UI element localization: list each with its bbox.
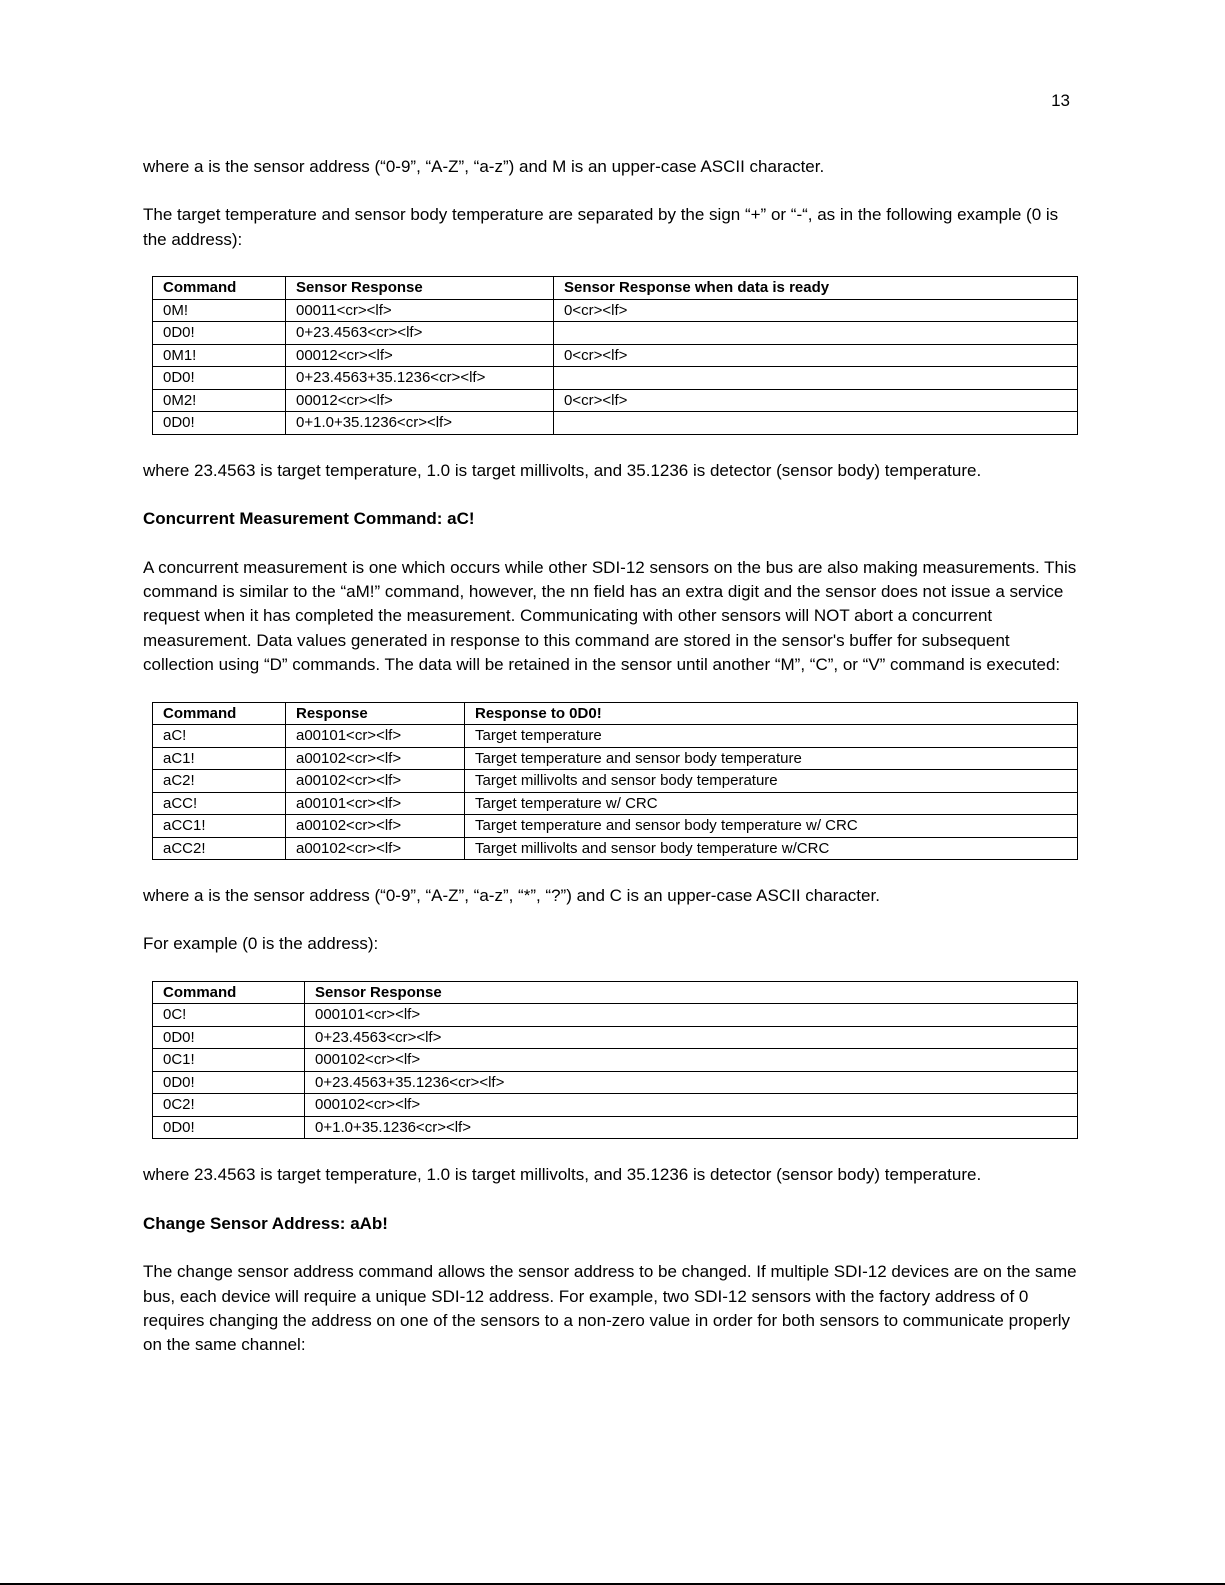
table-row: [153, 1026, 1078, 1049]
table-row: [153, 747, 1078, 770]
table-cell: a00101<cr><lf>: [286, 792, 465, 815]
table-cell: Target temperature: [465, 725, 1078, 748]
table-row: [153, 725, 1078, 748]
table-cell: 0M2!: [153, 389, 286, 412]
value-explanation-paragraph: where 23.4563 is target temperature, 1.0 is target millivolts, and 35.1236 is detector (sensor body) temperature.: [143, 460, 982, 480]
table-cell: 0+23.4563<cr><lf>: [305, 1026, 1078, 1049]
separator-note-paragraph: The target temperature and sensor body temperature are separated by the sign “+” or “-“, as in the following example (0 is the address):: [143, 205, 1059, 249]
table-cell: aCC1!: [153, 815, 286, 838]
table-row: [153, 837, 1078, 860]
page-number: 13: [1051, 91, 1070, 110]
table-cell: [554, 412, 1078, 435]
table-header-cell: Sensor Response when data is ready: [554, 277, 1078, 300]
change-address-heading: Change Sensor Address: aAb!: [143, 1213, 388, 1233]
table-cell: [554, 367, 1078, 390]
table-cell: a00102<cr><lf>: [286, 747, 465, 770]
table-cell: 0<cr><lf>: [554, 344, 1078, 367]
table-cell: Target temperature and sensor body temperature w/ CRC: [465, 815, 1078, 838]
table-header-cell: Response: [286, 702, 465, 725]
table-header-row: [153, 702, 1078, 725]
page-content: [143, 155, 1079, 1358]
value-explanation-paragraph: where 23.4563 is target temperature, 1.0 is target millivolts, and 35.1236 is detector (sensor body) temperature.: [143, 1165, 982, 1185]
table-cell: aC1!: [153, 747, 286, 770]
table-row: [153, 322, 1078, 345]
table-cell: 0M1!: [153, 344, 286, 367]
concurrent-example-table: [152, 981, 1078, 1140]
table-cell: aCC2!: [153, 837, 286, 860]
table-row: [153, 1094, 1078, 1117]
table-row: [153, 1071, 1078, 1094]
table-header-cell: Sensor Response: [305, 981, 1078, 1004]
table-row: [153, 367, 1078, 390]
table-cell: 00012<cr><lf>: [286, 389, 554, 412]
table-cell: 0<cr><lf>: [554, 389, 1078, 412]
table-row: [153, 792, 1078, 815]
table-cell: Target millivolts and sensor body temperature w/CRC: [465, 837, 1078, 860]
table-cell: 0D0!: [153, 1071, 305, 1094]
table-cell: 0D0!: [153, 1026, 305, 1049]
table-header-cell: Command: [153, 702, 286, 725]
table-cell: 0+23.4563+35.1236<cr><lf>: [286, 367, 554, 390]
table-cell: 00011<cr><lf>: [286, 299, 554, 322]
address-note-paragraph: where a is the sensor address (“0-9”, “A-Z”, “a-z”, “*”, “?”) and C is an upper-case ASCII character.: [143, 886, 880, 906]
table-cell: [554, 322, 1078, 345]
table-cell: a00102<cr><lf>: [286, 815, 465, 838]
table-header-row: [153, 277, 1078, 300]
table-header-row: [153, 981, 1078, 1004]
table-cell: 0C1!: [153, 1049, 305, 1072]
table-cell: 0+1.0+35.1236<cr><lf>: [305, 1116, 1078, 1139]
table-row: [153, 1004, 1078, 1027]
concurrent-measurement-paragraph: A concurrent measurement is one which occurs while other SDI-12 sensors on the bus are also making measurements. This command is similar to the “aM!” command, however, the nn field has an extra digit and the sensor does not issue a service request when it has completed the measurement. Communicating with other sensors will NOT abort a concurrent measurement. Data values generated in response to this command are stored in the sensor's buffer for subsequent collection using “D” commands. The data will be retained in the sensor until another “M”, “C”, or “V” command is executed:: [143, 557, 1077, 675]
table-row: [153, 299, 1078, 322]
address-note-paragraph: where a is the sensor address (“0-9”, “A-Z”, “a-z”) and M is an upper-case ASCII character.: [143, 157, 825, 176]
table-cell: 00012<cr><lf>: [286, 344, 554, 367]
table-row: [153, 389, 1078, 412]
concurrent-measurement-heading: Concurrent Measurement Command: aC!: [143, 509, 475, 529]
table-row: [153, 344, 1078, 367]
table-cell: 0+1.0+35.1236<cr><lf>: [286, 412, 554, 435]
table-cell: 0<cr><lf>: [554, 299, 1078, 322]
table-cell: a00101<cr><lf>: [286, 725, 465, 748]
table-cell: 0D0!: [153, 367, 286, 390]
table-cell: a00102<cr><lf>: [286, 770, 465, 793]
measurement-example-table: [152, 276, 1078, 435]
table-cell: 0D0!: [153, 1116, 305, 1139]
table-cell: 0M!: [153, 299, 286, 322]
table-cell: Target temperature w/ CRC: [465, 792, 1078, 815]
table-cell: 0C!: [153, 1004, 305, 1027]
table-row: [153, 1116, 1078, 1139]
table-cell: aC2!: [153, 770, 286, 793]
table-cell: 0C2!: [153, 1094, 305, 1117]
table-row: [153, 412, 1078, 435]
table-row: [153, 1049, 1078, 1072]
table-cell: Target millivolts and sensor body temperature: [465, 770, 1078, 793]
table-cell: aCC!: [153, 792, 286, 815]
table-cell: a00102<cr><lf>: [286, 837, 465, 860]
concurrent-command-table: [152, 702, 1078, 861]
table-row: [153, 770, 1078, 793]
table-cell: 000101<cr><lf>: [305, 1004, 1078, 1027]
table-header-cell: Command: [153, 981, 305, 1004]
table-cell: 0+23.4563+35.1236<cr><lf>: [305, 1071, 1078, 1094]
table-cell: 0D0!: [153, 412, 286, 435]
table-cell: aC!: [153, 725, 286, 748]
table-header-cell: Command: [153, 277, 286, 300]
table-cell: 000102<cr><lf>: [305, 1094, 1078, 1117]
table-cell: 0+23.4563<cr><lf>: [286, 322, 554, 345]
change-address-paragraph: The change sensor address command allows the sensor address to be changed. If multiple SDI-12 devices are on the same bus, each device will require a unique SDI-12 address. For example, two SDI-12 sensors with the factory address of 0 requires changing the address on one of the sensors to a non-zero value in order for both sensors to communicate properly on the same channel:: [143, 1262, 1077, 1355]
example-intro-paragraph: For example (0 is the address):: [143, 934, 379, 954]
table-cell: Target temperature and sensor body temperature: [465, 747, 1078, 770]
table-header-cell: Sensor Response: [286, 277, 554, 300]
table-cell: 000102<cr><lf>: [305, 1049, 1078, 1072]
table-header-cell: Response to 0D0!: [465, 702, 1078, 725]
table-row: [153, 815, 1078, 838]
table-cell: 0D0!: [153, 322, 286, 345]
